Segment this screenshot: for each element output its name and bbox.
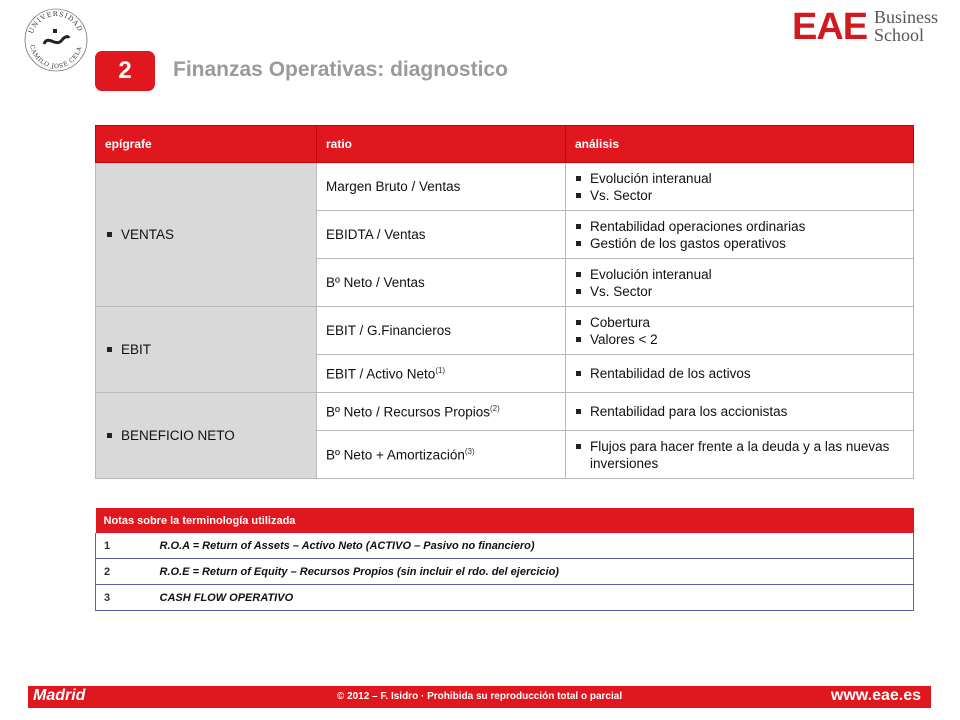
svg-text:UNIVERSIDAD: UNIVERSIDAD	[26, 9, 85, 35]
category-cell-beneficio-neto	[96, 393, 317, 479]
slide-title: Finanzas Operativas: diagnostico	[173, 58, 508, 81]
bullet-icon	[576, 320, 581, 325]
bullet-icon	[576, 272, 581, 277]
bullet-icon	[576, 289, 581, 294]
university-seal-logo	[22, 4, 90, 72]
ratio-text: Bº Neto + Amortización	[326, 447, 465, 463]
analysis-item: Cobertura	[590, 314, 651, 330]
bullet-icon	[107, 232, 112, 237]
analysis-cell	[566, 393, 914, 431]
bullet-icon	[107, 347, 112, 352]
ratio-cell	[317, 307, 566, 355]
bullet-icon	[576, 241, 581, 246]
column-header-epigrafe: epígrafe	[96, 126, 317, 163]
ratio-cell	[317, 393, 566, 431]
ratio-text: EBIT / G.Financieros	[326, 323, 452, 338]
footer-city: Madrid	[33, 687, 86, 704]
analysis-cell	[566, 355, 914, 393]
table-row	[96, 307, 914, 355]
footnote-marker: (2)	[490, 403, 500, 413]
table-row	[96, 163, 914, 211]
category-cell-ventas	[96, 163, 317, 307]
logo-business-word: Business	[874, 7, 939, 27]
analysis-item: Rentabilidad de los activos	[590, 366, 751, 381]
bullet-icon	[576, 337, 581, 342]
logo-school-word: School	[874, 25, 925, 45]
note-number: 1	[96, 533, 152, 559]
analysis-cell	[566, 211, 914, 259]
note-number: 3	[96, 585, 152, 611]
ratios-table	[95, 125, 914, 479]
analysis-item: Rentabilidad operaciones ordinarias	[590, 218, 806, 234]
category-cell-ebit	[96, 307, 317, 393]
note-text: R.O.E = Return of Equity – Recursos Propios (sin incluir el rdo. del ejercicio)	[152, 559, 914, 585]
bullet-icon	[576, 444, 581, 449]
notes-title: Notas sobre la terminología utilizada	[96, 508, 914, 533]
footer-website-link[interactable]: www.eae.es	[830, 687, 921, 704]
ratio-cell	[317, 259, 566, 307]
ratio-cell	[317, 211, 566, 259]
ratio-text: Margen Bruto / Ventas	[326, 179, 461, 194]
note-row	[96, 559, 914, 585]
footnote-marker: (1)	[435, 365, 446, 375]
category-label: BENEFICIO NETO	[121, 428, 235, 443]
analysis-cell	[566, 431, 914, 479]
note-number: 2	[96, 559, 152, 585]
logo-business-school-text	[874, 8, 938, 44]
note-row	[96, 533, 914, 559]
footer-copyright: © 2012 – F. Isidro · Prohibida su reproducción total o parcial	[336, 691, 623, 702]
bullet-icon	[576, 176, 581, 181]
bullet-icon	[576, 371, 581, 376]
table-header-row	[96, 126, 914, 163]
logo-eae-text: EAE	[792, 6, 868, 48]
note-row	[96, 585, 914, 611]
terminology-notes-table	[95, 508, 914, 611]
category-label: VENTAS	[121, 227, 175, 242]
analysis-item: Vs. Sector	[590, 187, 653, 203]
analysis-item: Gestión de los gastos operativos	[590, 235, 786, 251]
analysis-item: Flujos para hacer frente a la deuda y a las nuevas inversiones	[590, 438, 890, 471]
analysis-item: Rentabilidad para los accionistas	[590, 404, 788, 419]
note-text: R.O.A = Return of Assets – Activo Neto (ACTIVO – Pasivo no financiero)	[152, 533, 914, 559]
column-header-ratio: ratio	[317, 126, 566, 163]
analysis-item: Evolución interanual	[590, 170, 712, 186]
analysis-cell	[566, 259, 914, 307]
analysis-item: Evolución interanual	[590, 266, 712, 282]
notes-header-row	[96, 508, 914, 533]
category-label: EBIT	[121, 342, 152, 357]
bullet-icon	[576, 224, 581, 229]
ratio-text: EBIT / Activo Neto	[326, 366, 436, 382]
bullet-icon	[576, 409, 581, 414]
analysis-cell	[566, 307, 914, 355]
section-number-badge: 2	[95, 51, 155, 91]
analysis-cell	[566, 163, 914, 211]
ratio-text: EBIDTA / Ventas	[326, 227, 426, 242]
column-header-analisis: análisis	[566, 126, 914, 163]
footer-bar	[28, 686, 931, 708]
note-text: CASH FLOW OPERATIVO	[152, 585, 914, 611]
bullet-icon	[107, 433, 112, 438]
ratio-text: Bº Neto / Recursos Propios	[326, 404, 490, 420]
table-row	[96, 393, 914, 431]
ratio-text: Bº Neto / Ventas	[326, 275, 425, 290]
ratio-cell	[317, 355, 566, 393]
analysis-item: Valores < 2	[590, 331, 658, 347]
ratio-cell	[317, 163, 566, 211]
eae-business-school-logo	[792, 6, 942, 48]
analysis-item: Vs. Sector	[590, 283, 653, 299]
ratio-cell	[317, 431, 566, 479]
bullet-icon	[576, 193, 581, 198]
footnote-marker: (3)	[464, 446, 475, 456]
svg-text:CAMILO JOSÉ CELA: CAMILO JOSÉ CELA	[28, 44, 84, 71]
